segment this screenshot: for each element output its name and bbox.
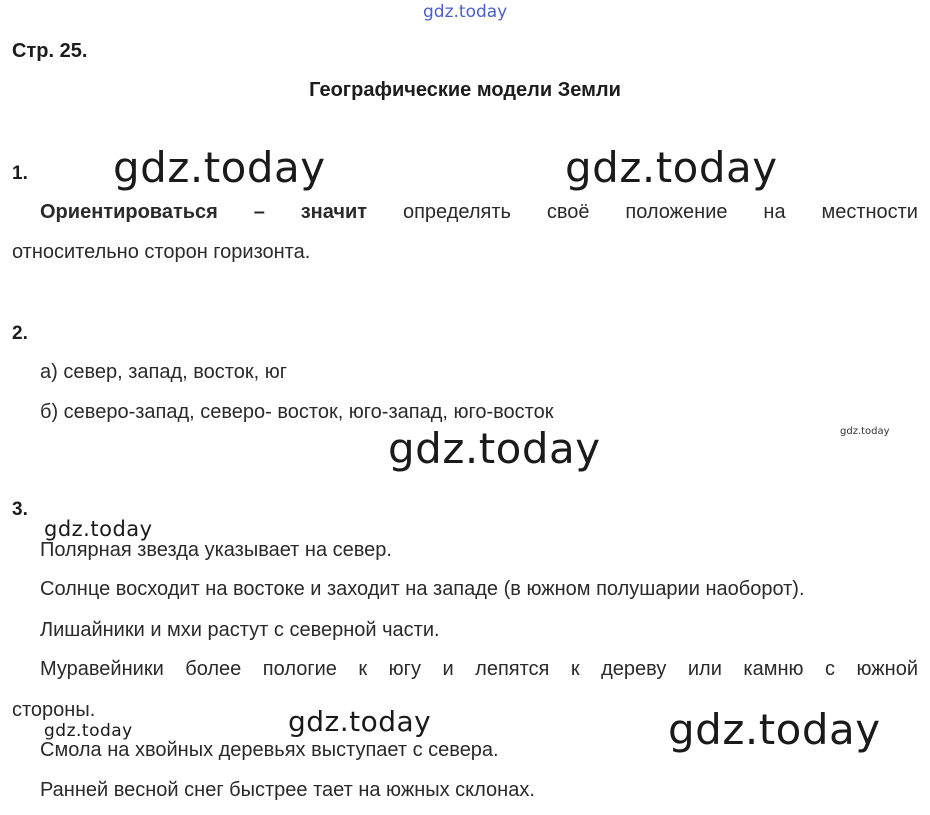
watermark: gdz.today [565,143,778,192]
task-3-line: Солнце восходит на востоке и заходит на западе (в южном полушарии наоборот). [40,578,805,600]
task-3-line: Полярная звезда указывает на север. [40,539,392,561]
task-3-line: Лишайники и мхи растут с северной части. [40,619,440,641]
task-1-definition: определять своё положение на местности [402,201,918,223]
task-1-number: 1. [12,163,28,184]
watermark: gdz.today [288,705,432,738]
watermark: gdz.today [113,143,326,192]
task-1-line-1 [40,201,918,224]
page-label: Стр. 25. [12,40,88,62]
task-2-answer-b: б) северо-запад, северо- восток, юго-запад, юго-восток [40,401,554,423]
task-3-line: Муравейники более пологие к югу и лепятся к дереву или камню с южной [40,658,918,680]
task-2-number: 2. [12,323,28,344]
task-3-number: 3. [12,499,28,520]
task-1-line-2: относительно сторон горизонта. [12,241,311,263]
task-2-answer-a: а) север, запад, восток, юг [40,361,287,383]
watermark: gdz.today [840,426,890,437]
watermark: gdz.today [668,705,881,754]
watermark: gdz.today [44,721,133,741]
watermark: gdz.today [44,517,153,541]
page-title: Географические модели Земли [309,79,621,101]
watermark: gdz.today [388,424,601,473]
task-1-term: Ориентироваться – значит [40,201,368,223]
task-3-line: стороны. [12,699,96,721]
watermark-top: gdz.today [423,2,508,22]
task-3-line: Смола на хвойных деревьях выступает с севера. [40,739,499,761]
task-3-line: Ранней весной снег быстрее тает на южных склонах. [40,779,535,801]
